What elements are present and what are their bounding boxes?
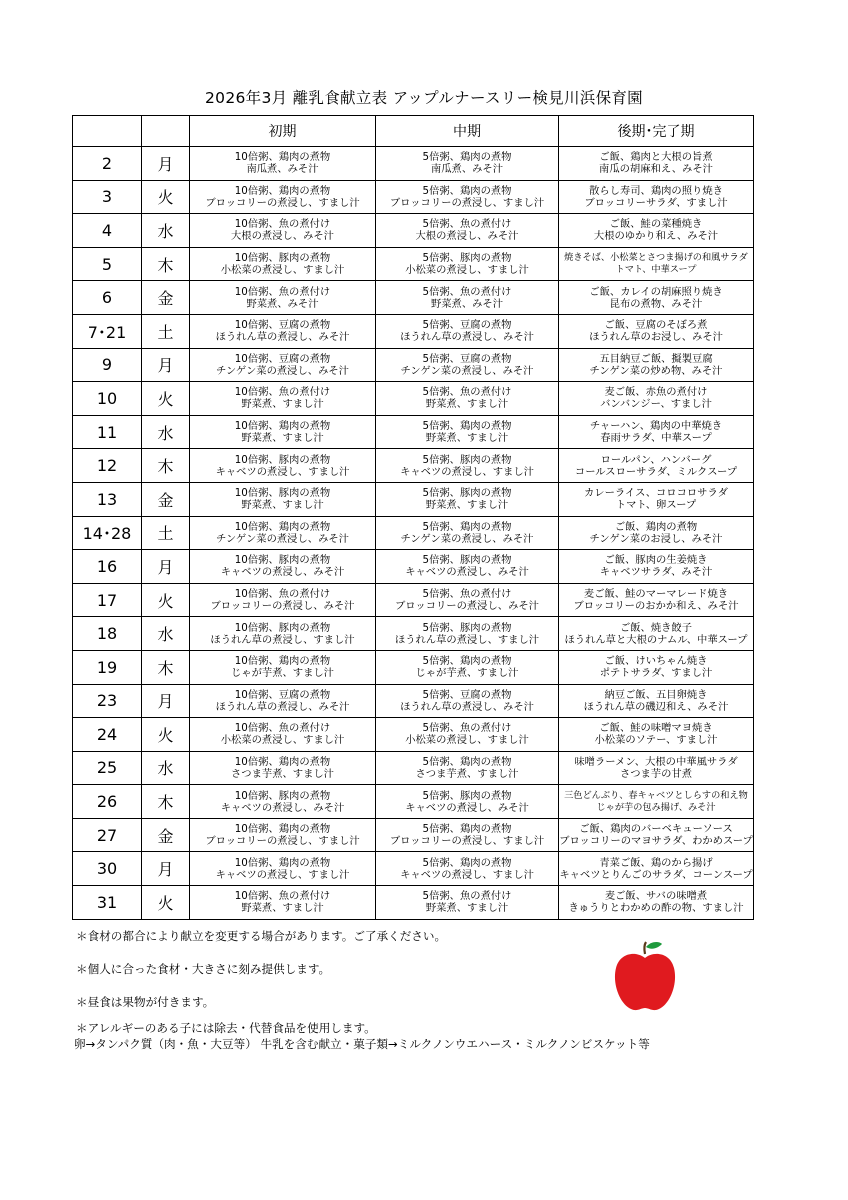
- menu-row: [73, 180, 754, 214]
- menu-row: [73, 482, 754, 516]
- early-meal-line: 野菜煮、すまし汁: [241, 902, 324, 915]
- late-meal-cell: [559, 314, 754, 348]
- late-meal-line: ご飯、豆腐のそぼろ煮: [604, 319, 708, 332]
- middle-meal-line: 5倍粥、鶏肉の煮物: [422, 856, 512, 869]
- early-meal-line: ほうれん草の煮浸し、すまし汁: [210, 633, 355, 646]
- early-meal-line: 10倍粥、魚の煮付け: [234, 588, 331, 601]
- weekday-cell: 水: [142, 751, 190, 785]
- middle-meal-line: 5倍粥、豚肉の煮物: [422, 554, 512, 567]
- weekday-cell: 水: [142, 617, 190, 651]
- early-meal-cell: [190, 482, 376, 516]
- menu-row: [73, 886, 754, 920]
- late-meal-cell: [559, 818, 754, 852]
- menu-row: [73, 382, 754, 416]
- early-meal-cell: [190, 382, 376, 416]
- late-meal-cell: [559, 180, 754, 214]
- late-meal-cell: [559, 214, 754, 248]
- middle-meal-line: ブロッコリーの煮浸し、みそ汁: [395, 600, 539, 613]
- late-meal-cell: [559, 650, 754, 684]
- weekday-cell: 火: [142, 382, 190, 416]
- middle-meal-line: ほうれん草の煮浸し、すまし汁: [394, 633, 540, 646]
- early-meal-line: 10倍粥、鶏肉の煮物: [234, 151, 331, 164]
- middle-meal-line: 5倍粥、魚の煮付け: [422, 285, 512, 298]
- late-meal-cell: [559, 785, 754, 819]
- middle-meal-line: 野菜煮、すまし汁: [425, 398, 509, 411]
- day-cell: 12: [73, 449, 142, 483]
- middle-meal-cell: [376, 314, 559, 348]
- middle-meal-line: キャベツの煮浸し、すまし汁: [400, 868, 534, 881]
- middle-meal-line: 5倍粥、豚肉の煮物: [422, 453, 512, 466]
- day-cell: 30: [73, 852, 142, 886]
- menu-row: [73, 247, 754, 281]
- late-meal-line: 三色どんぶり、春キャベツとしらすの和え物: [564, 789, 748, 801]
- early-meal-line: ほうれん草の煮浸し、みそ汁: [215, 700, 350, 713]
- middle-meal-cell: [376, 247, 559, 281]
- early-meal-line: キャベツの煮浸し、すまし汁: [215, 465, 350, 478]
- late-meal-cell: [559, 617, 754, 651]
- early-meal-line: 10倍粥、豚肉の煮物: [234, 252, 331, 265]
- menu-row: [73, 516, 754, 550]
- menu-row: [73, 785, 754, 819]
- early-meal-cell: [190, 684, 376, 718]
- early-meal-cell: [190, 147, 376, 181]
- late-meal-line: 青菜ご飯、鶏のから揚げ: [599, 856, 713, 869]
- apple-leaf: [646, 942, 662, 949]
- late-meal-cell: [559, 684, 754, 718]
- middle-meal-line: 野菜煮、すまし汁: [425, 432, 509, 445]
- weekday-cell: 月: [142, 147, 190, 181]
- weekday-cell: 金: [142, 281, 190, 315]
- middle-meal-line: 野菜煮、すまし汁: [425, 902, 509, 915]
- late-meal-line: ご飯、鮭の菜種焼き: [609, 218, 703, 231]
- late-meal-cell: [559, 516, 754, 550]
- early-meal-line: 10倍粥、豚肉の煮物: [234, 789, 331, 802]
- early-meal-line: 10倍粥、豚肉の煮物: [234, 487, 331, 500]
- late-meal-line: ご飯、カレイの胡麻照り焼き: [589, 285, 723, 298]
- middle-meal-line: 野菜煮、みそ汁: [430, 297, 504, 310]
- middle-meal-cell: [376, 886, 559, 920]
- late-meal-line: チンゲン菜の炒め物、みそ汁: [589, 364, 723, 377]
- day-cell: 3: [73, 180, 142, 214]
- late-meal-line: 味噌ラーメン、大根の中華風サラダ: [574, 755, 738, 768]
- menu-row: [73, 314, 754, 348]
- middle-meal-line: 5倍粥、豚肉の煮物: [422, 252, 512, 265]
- late-meal-cell: [559, 886, 754, 920]
- late-meal-line: じゃが芋の包み揚げ、みそ汁: [596, 801, 716, 813]
- middle-meal-line: ほうれん草の煮浸し、みそ汁: [400, 700, 534, 713]
- menu-row: [73, 214, 754, 248]
- header-dow: [142, 116, 190, 147]
- late-meal-cell: [559, 147, 754, 181]
- early-meal-cell: [190, 247, 376, 281]
- weekday-cell: 月: [142, 852, 190, 886]
- day-cell: 27: [73, 818, 142, 852]
- middle-meal-line: さつま芋煮、すまし汁: [415, 767, 519, 780]
- late-meal-line: ブロッコリーのおかか和え、みそ汁: [573, 600, 739, 613]
- early-meal-line: 10倍粥、魚の煮付け: [234, 722, 331, 735]
- note-allergy: ＊アレルギーのある子には除去・代替食品を使用します。: [76, 1021, 376, 1035]
- late-meal-cell: [559, 550, 754, 584]
- early-meal-line: 小松菜の煮浸し、すまし汁: [220, 264, 345, 277]
- late-meal-line: ご飯、鮭の味噌マヨ焼き: [599, 722, 713, 735]
- early-meal-cell: [190, 751, 376, 785]
- early-meal-cell: [190, 449, 376, 483]
- early-meal-line: 10倍粥、鶏肉の煮物: [234, 655, 331, 668]
- day-cell: 6: [73, 281, 142, 315]
- weekday-cell: 水: [142, 214, 190, 248]
- early-meal-cell: [190, 818, 376, 852]
- late-meal-line: 麦ご飯、赤魚の煮付け: [604, 386, 708, 399]
- day-cell: 10: [73, 382, 142, 416]
- header-late: 後期･完了期: [559, 116, 754, 147]
- late-meal-line: ロールパン、ハンバーグ: [600, 453, 712, 466]
- apple-stem: [644, 942, 646, 954]
- day-cell: 14･28: [73, 516, 142, 550]
- weekday-cell: 木: [142, 785, 190, 819]
- late-meal-line: ポテトサラダ、すまし汁: [599, 667, 713, 680]
- late-meal-line: ご飯、鶏肉の煮物: [614, 520, 698, 533]
- middle-meal-cell: [376, 718, 559, 752]
- day-cell: 18: [73, 617, 142, 651]
- early-meal-cell: [190, 718, 376, 752]
- late-meal-cell: [559, 852, 754, 886]
- late-meal-line: 小松菜のソテー、すまし汁: [594, 734, 718, 747]
- middle-meal-cell: [376, 415, 559, 449]
- early-meal-line: ブロッコリーの煮浸し、すまし汁: [205, 196, 360, 209]
- middle-meal-cell: [376, 684, 559, 718]
- early-meal-line: 10倍粥、豆腐の煮物: [234, 319, 331, 332]
- early-meal-line: 10倍粥、豚肉の煮物: [234, 621, 331, 634]
- day-cell: 4: [73, 214, 142, 248]
- day-cell: 26: [73, 785, 142, 819]
- day-cell: 9: [73, 348, 142, 382]
- early-meal-line: 10倍粥、鶏肉の煮物: [234, 755, 331, 768]
- day-cell: 16: [73, 550, 142, 584]
- weekday-cell: 金: [142, 482, 190, 516]
- late-meal-line: キャベツサラダ、みそ汁: [599, 566, 713, 579]
- early-meal-cell: [190, 550, 376, 584]
- early-meal-line: 10倍粥、魚の煮付け: [234, 218, 331, 231]
- day-cell: 5: [73, 247, 142, 281]
- weekday-cell: 土: [142, 516, 190, 550]
- day-cell: 19: [73, 650, 142, 684]
- late-meal-line: 春雨サラダ、中華スープ: [600, 432, 712, 445]
- late-meal-line: ほうれん草の磯辺和え、みそ汁: [583, 700, 729, 713]
- weekday-cell: 土: [142, 314, 190, 348]
- early-meal-line: 10倍粥、豆腐の煮物: [234, 352, 331, 365]
- menu-row: [73, 583, 754, 617]
- early-meal-cell: [190, 415, 376, 449]
- late-meal-line: 麦ご飯、サバの味噌煮: [604, 890, 708, 903]
- late-meal-line: 昆布の煮物、みそ汁: [609, 297, 703, 310]
- middle-meal-line: 5倍粥、鶏肉の煮物: [422, 520, 512, 533]
- middle-meal-cell: [376, 550, 559, 584]
- late-meal-line: コールスローサラダ、ミルクスープ: [574, 465, 738, 478]
- early-meal-cell: [190, 348, 376, 382]
- early-meal-cell: [190, 180, 376, 214]
- late-meal-cell: [559, 718, 754, 752]
- early-meal-line: 10倍粥、魚の煮付け: [234, 890, 331, 903]
- late-meal-cell: [559, 382, 754, 416]
- late-meal-line: さつま芋の甘煮: [619, 767, 693, 780]
- note-fruit: ＊昼食は果物が付きます。: [76, 995, 215, 1009]
- late-meal-line: 納豆ご飯、五目卵焼き: [604, 688, 708, 701]
- middle-meal-cell: [376, 449, 559, 483]
- early-meal-cell: [190, 583, 376, 617]
- middle-meal-line: ブロッコリーの煮浸し、すまし汁: [389, 196, 545, 209]
- middle-meal-line: ブロッコリーの煮浸し、すまし汁: [389, 835, 545, 848]
- day-cell: 7･21: [73, 314, 142, 348]
- weekday-cell: 月: [142, 550, 190, 584]
- middle-meal-line: 小松菜の煮浸し、すまし汁: [405, 264, 529, 277]
- early-meal-line: チンゲン菜の煮浸し、みそ汁: [216, 364, 349, 377]
- note-substitutes: 卵→タンパク質（肉・魚・大豆等） 牛乳を含む献立・菓子類→ミルクノンウエハース・ミルクノンビスケット等: [74, 1037, 650, 1051]
- late-meal-line: ご飯、鶏肉と大根の旨煮: [599, 151, 713, 164]
- middle-meal-line: 5倍粥、鶏肉の煮物: [422, 151, 512, 164]
- page-title: 2026年3月 離乳食献立表 アップルナースリー検見川浜保育園: [205, 89, 643, 107]
- late-meal-line: 南瓜の胡麻和え、みそ汁: [599, 163, 713, 176]
- early-meal-cell: [190, 516, 376, 550]
- middle-meal-line: 5倍粥、鶏肉の煮物: [422, 655, 512, 668]
- apple-body: [615, 954, 675, 1010]
- middle-meal-line: 南瓜煮、みそ汁: [430, 163, 504, 176]
- early-meal-line: 10倍粥、鶏肉の煮物: [234, 420, 331, 433]
- late-meal-line: 麦ご飯、鮭のマーマレード焼き: [583, 588, 729, 601]
- early-meal-line: 10倍粥、魚の煮付け: [234, 386, 331, 399]
- late-meal-cell: [559, 482, 754, 516]
- late-meal-cell: [559, 449, 754, 483]
- middle-meal-line: 小松菜の煮浸し、すまし汁: [405, 734, 529, 747]
- day-cell: 13: [73, 482, 142, 516]
- late-meal-line: トマト、中華スープ: [615, 264, 697, 276]
- menu-row: [73, 147, 754, 181]
- late-meal-cell: [559, 415, 754, 449]
- late-meal-line: ほうれん草と大根のナムル、中華スープ: [564, 633, 748, 646]
- weekday-cell: 月: [142, 348, 190, 382]
- middle-meal-line: 5倍粥、豚肉の煮物: [422, 621, 512, 634]
- late-meal-line: ほうれん草のお浸し、みそ汁: [589, 331, 723, 344]
- middle-meal-cell: [376, 214, 559, 248]
- early-meal-line: さつま芋煮、すまし汁: [231, 767, 334, 780]
- late-meal-line: きゅうりとわかめの酢の物、すまし汁: [568, 902, 744, 915]
- middle-meal-line: 5倍粥、魚の煮付け: [422, 588, 512, 601]
- late-meal-line: ご飯、豚肉の生姜焼き: [604, 554, 708, 567]
- late-meal-line: バンバンジー、すまし汁: [600, 398, 712, 411]
- early-meal-line: 10倍粥、鶏肉の煮物: [234, 823, 331, 836]
- early-meal-cell: [190, 314, 376, 348]
- day-cell: 17: [73, 583, 142, 617]
- early-meal-line: 10倍粥、魚の煮付け: [234, 285, 331, 298]
- middle-meal-line: 5倍粥、鶏肉の煮物: [422, 755, 512, 768]
- weekday-cell: 火: [142, 718, 190, 752]
- weekday-cell: 月: [142, 684, 190, 718]
- middle-meal-cell: [376, 852, 559, 886]
- weekday-cell: 火: [142, 583, 190, 617]
- late-meal-cell: [559, 751, 754, 785]
- menu-row: [73, 818, 754, 852]
- early-meal-line: 野菜煮、すまし汁: [241, 499, 324, 512]
- header-middle: 中期: [376, 116, 559, 147]
- early-meal-line: 10倍粥、鶏肉の煮物: [234, 520, 331, 533]
- weekday-cell: 木: [142, 449, 190, 483]
- late-meal-line: チャーハン、鶏肉の中華焼き: [589, 420, 723, 433]
- middle-meal-line: ほうれん草の煮浸し、みそ汁: [400, 331, 534, 344]
- weekday-cell: 木: [142, 247, 190, 281]
- late-meal-line: 大根のゆかり和え、みそ汁: [593, 230, 719, 243]
- middle-meal-line: じゃが芋煮、すまし汁: [415, 667, 519, 680]
- middle-meal-cell: [376, 482, 559, 516]
- late-meal-line: トマト、卵スープ: [615, 499, 697, 512]
- menu-row: [73, 617, 754, 651]
- middle-meal-cell: [376, 650, 559, 684]
- middle-meal-cell: [376, 516, 559, 550]
- day-cell: 31: [73, 886, 142, 920]
- early-meal-line: 10倍粥、豚肉の煮物: [234, 554, 331, 567]
- menu-row: [73, 718, 754, 752]
- middle-meal-cell: [376, 348, 559, 382]
- late-meal-line: ご飯、けいちゃん焼き: [604, 655, 708, 668]
- early-meal-cell: [190, 617, 376, 651]
- late-meal-line: ブロッコリーサラダ、すまし汁: [584, 196, 728, 209]
- menu-row: [73, 852, 754, 886]
- late-meal-line: ご飯、鶏肉のバーベキューソース: [579, 823, 733, 836]
- middle-meal-line: 5倍粥、鶏肉の煮物: [422, 823, 512, 836]
- early-meal-line: ほうれん草の煮浸し、みそ汁: [215, 331, 350, 344]
- middle-meal-line: キャベツの煮浸し、みそ汁: [405, 566, 529, 579]
- late-meal-line: チンゲン菜のお浸し、みそ汁: [589, 532, 723, 545]
- menu-row: [73, 650, 754, 684]
- menu-row: [73, 449, 754, 483]
- weekday-cell: 火: [142, 180, 190, 214]
- weekday-cell: 金: [142, 818, 190, 852]
- middle-meal-line: 5倍粥、魚の煮付け: [422, 722, 512, 735]
- early-meal-line: 10倍粥、鶏肉の煮物: [234, 184, 331, 197]
- weekday-cell: 水: [142, 415, 190, 449]
- day-cell: 2: [73, 147, 142, 181]
- day-cell: 25: [73, 751, 142, 785]
- middle-meal-cell: [376, 147, 559, 181]
- late-meal-line: カレーライス、コロコロサラダ: [584, 487, 728, 500]
- weekday-cell: 火: [142, 886, 190, 920]
- menu-body: [73, 147, 754, 920]
- early-meal-line: キャベツの煮浸し、みそ汁: [220, 566, 345, 579]
- early-meal-line: 南瓜煮、みそ汁: [246, 163, 319, 176]
- middle-meal-line: チンゲン菜の煮浸し、みそ汁: [400, 532, 534, 545]
- late-meal-cell: [559, 281, 754, 315]
- early-meal-line: 大根の煮浸し、みそ汁: [231, 230, 334, 243]
- late-meal-cell: [559, 247, 754, 281]
- middle-meal-cell: [376, 617, 559, 651]
- early-meal-line: 10倍粥、豚肉の煮物: [234, 453, 331, 466]
- early-meal-line: ブロッコリーの煮浸し、すまし汁: [205, 835, 360, 848]
- middle-meal-line: 5倍粥、魚の煮付け: [422, 890, 512, 903]
- menu-row: [73, 415, 754, 449]
- middle-meal-cell: [376, 751, 559, 785]
- early-meal-cell: [190, 650, 376, 684]
- early-meal-line: 野菜煮、すまし汁: [241, 432, 324, 445]
- early-meal-line: 小松菜の煮浸し、すまし汁: [220, 734, 345, 747]
- middle-meal-line: 大根の煮浸し、みそ汁: [415, 230, 519, 243]
- early-meal-line: ブロッコリーの煮浸し、みそ汁: [210, 600, 355, 613]
- menu-row: [73, 684, 754, 718]
- menu-table: [72, 115, 754, 920]
- header-day: [73, 116, 142, 147]
- early-meal-line: 野菜煮、すまし汁: [241, 398, 324, 411]
- early-meal-line: じゃが芋煮、すまし汁: [231, 667, 334, 680]
- header-early: 初期: [190, 116, 376, 147]
- middle-meal-line: 5倍粥、鶏肉の煮物: [422, 420, 512, 433]
- early-meal-line: 10倍粥、鶏肉の煮物: [234, 856, 331, 869]
- late-meal-line: ブロッコリーのマヨサラダ、わかめスープ: [559, 835, 753, 848]
- early-meal-line: 野菜煮、みそ汁: [246, 297, 319, 310]
- late-meal-line: キャベツとりんごのサラダ、コーンスープ: [559, 868, 753, 881]
- middle-meal-cell: [376, 382, 559, 416]
- middle-meal-line: 野菜煮、すまし汁: [425, 499, 509, 512]
- day-cell: 23: [73, 684, 142, 718]
- middle-meal-cell: [376, 583, 559, 617]
- middle-meal-line: 5倍粥、豚肉の煮物: [422, 487, 512, 500]
- apple-icon: [611, 940, 679, 1012]
- early-meal-cell: [190, 214, 376, 248]
- early-meal-cell: [190, 852, 376, 886]
- menu-row: [73, 550, 754, 584]
- late-meal-line: 散らし寿司、鶏肉の照り焼き: [589, 184, 723, 197]
- early-meal-cell: [190, 785, 376, 819]
- middle-meal-line: キャベツの煮浸し、みそ汁: [405, 801, 529, 814]
- early-meal-cell: [190, 886, 376, 920]
- note-menu-change: ＊食材の都合により献立を変更する場合があります。ご了承ください。: [76, 929, 447, 943]
- early-meal-line: キャベツの煮浸し、みそ汁: [220, 801, 345, 814]
- middle-meal-line: 5倍粥、魚の煮付け: [422, 386, 512, 399]
- late-meal-line: ご飯、焼き餃子: [619, 621, 693, 634]
- early-meal-cell: [190, 281, 376, 315]
- late-meal-cell: [559, 348, 754, 382]
- late-meal-line: 五目納豆ご飯、擬製豆腐: [599, 352, 713, 365]
- early-meal-line: チンゲン菜の煮浸し、みそ汁: [216, 532, 349, 545]
- middle-meal-cell: [376, 818, 559, 852]
- middle-meal-line: 5倍粥、豆腐の煮物: [422, 688, 512, 701]
- middle-meal-line: 5倍粥、鶏肉の煮物: [422, 184, 512, 197]
- middle-meal-line: キャベツの煮浸し、すまし汁: [400, 465, 534, 478]
- menu-row: [73, 348, 754, 382]
- middle-meal-cell: [376, 180, 559, 214]
- late-meal-line: 焼きそば、小松菜とさつま揚げの和風サラダ: [564, 252, 748, 264]
- early-meal-line: キャベツの煮浸し、すまし汁: [215, 868, 350, 881]
- middle-meal-line: 5倍粥、豚肉の煮物: [422, 789, 512, 802]
- day-cell: 24: [73, 718, 142, 752]
- middle-meal-line: チンゲン菜の煮浸し、みそ汁: [400, 364, 534, 377]
- day-cell: 11: [73, 415, 142, 449]
- menu-row: [73, 751, 754, 785]
- note-portion: ＊個人に合った食材・大きさに刻み提供します。: [76, 962, 331, 976]
- menu-row: [73, 281, 754, 315]
- late-meal-cell: [559, 583, 754, 617]
- middle-meal-line: 5倍粥、魚の煮付け: [422, 218, 512, 231]
- middle-meal-line: 5倍粥、豆腐の煮物: [422, 319, 512, 332]
- header-row: [73, 116, 754, 147]
- weekday-cell: 木: [142, 650, 190, 684]
- middle-meal-line: 5倍粥、豆腐の煮物: [422, 352, 512, 365]
- middle-meal-cell: [376, 785, 559, 819]
- middle-meal-cell: [376, 281, 559, 315]
- early-meal-line: 10倍粥、豆腐の煮物: [234, 688, 331, 701]
